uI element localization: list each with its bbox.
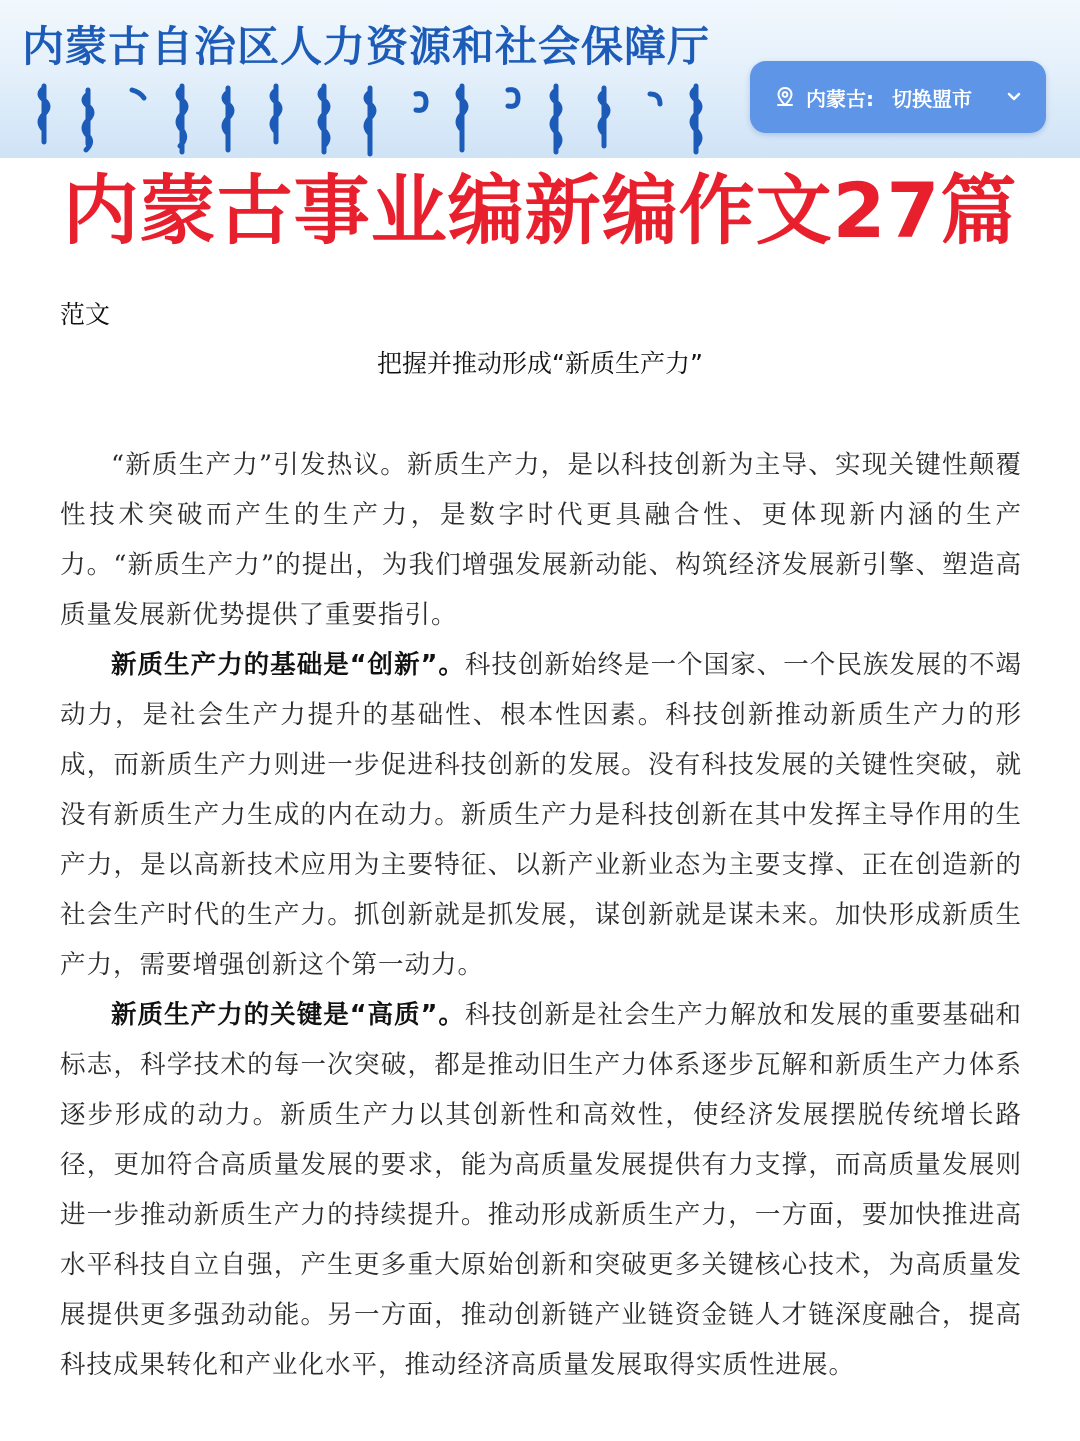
paragraph-lead: 新质生产力的关键是“高质”。 (111, 1000, 465, 1030)
paragraph-lead: 新质生产力的基础是“创新”。 (111, 650, 465, 680)
switch-city-label: 切换盟市 (892, 86, 972, 111)
paragraph (60, 440, 1022, 640)
paragraph-text: “新质生产力”引发热议。新质生产力，是以科技创新为主导、实现关键性颠覆性技术突破而产生的生产力，是数字时代更具融合性、更体现新内涵的生产力。“新质生产力”的提出，为我们增强发展新动能、构筑经济发展新引擎、塑造高质量发展新优势提供了重要指引。 (60, 450, 1022, 630)
department-title: 内蒙古自治区人力资源和社会保障厅 (22, 22, 711, 71)
location-icon (772, 84, 798, 110)
mongolian-script-decoration (32, 80, 722, 158)
header-banner (0, 0, 1080, 158)
article-body (60, 440, 1022, 1390)
headline: 内蒙古事业编新编作文27篇 (62, 166, 1018, 255)
chevron-down-icon (1006, 89, 1022, 105)
switch-city-button[interactable] (750, 61, 1046, 133)
current-region-label: 内蒙古: (806, 86, 874, 111)
paragraph-text: 科技创新始终是一个国家、一个民族发展的不竭动力，是社会生产力提升的基础性、根本性因素。科技创新推动新质生产力的形成，而新质生产力则进一步促进科技创新的发展。没有科技发展的关键性突破，就没有新质生产力生成的内在动力。新质生产力是科技创新在其中发挥主导作用的生产力，是以高新技术应用为主要特征、以新产业新业态为主要支撑、正在创造新的社会生产时代的生产力。抓创新就是抓发展，谋创新就是谋未来。加快形成新质生产力，需要增强创新这个第一动力。 (60, 650, 1022, 980)
paragraph-text: 科技创新是社会生产力解放和发展的重要基础和标志，科学技术的每一次突破，都是推动旧生产力体系逐步瓦解和新质生产力体系逐步形成的动力。新质生产力以其创新性和高效性，使经济发展摆脱传统增长路径，更加符合高质量发展的要求，能为高质量发展提供有力支撑，而高质量发展则进一步推动新质生产力的持续提升。推动形成新质生产力，一方面，要加快推进高水平科技自立自强，产生更多重大原始创新和突破更多关键核心技术，为高质量发展提供更多强劲动能。另一方面，推动创新链产业链资金链人才链深度融合，提高科技成果转化和产业化水平，推动经济高质量发展取得实质性进展。 (60, 1000, 1022, 1380)
article-title: 把握并推动形成“新质生产力” (377, 349, 703, 378)
paragraph (60, 640, 1022, 990)
section-label: 范文 (60, 300, 111, 329)
paragraph (60, 990, 1022, 1390)
